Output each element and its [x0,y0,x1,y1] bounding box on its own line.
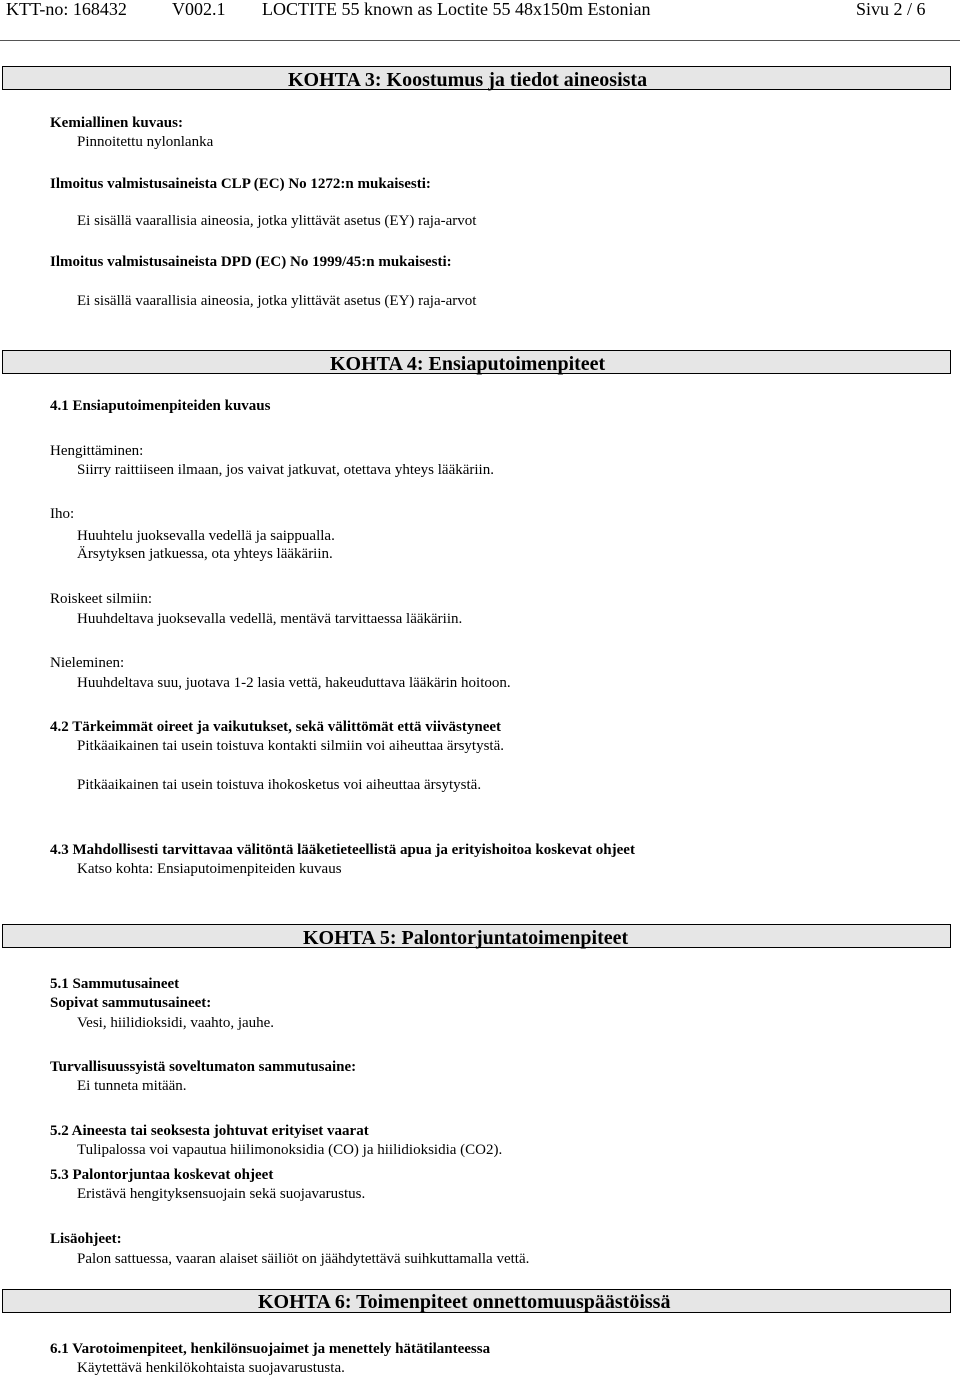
chemical-description-label: Kemiallinen kuvaus: [50,115,183,131]
page-number: Sivu 2 / 6 [856,0,926,19]
special-hazards-heading: 5.2 Aineesta tai seoksesta johtuvat erityiset vaarat [50,1123,369,1139]
personal-precautions-heading: 6.1 Varotoimenpiteet, henkilönsuojaimet ja menettely hätätilanteessa [50,1341,491,1357]
special-hazards-value: Tulipalossa voi vapautua hiilimonoksidia (CO) ja hiilidioksidia (CO2). [77,1142,503,1158]
skin-value-2: Ärsytyksen jatkuessa, ota yhteys lääkäriin. [77,546,333,562]
section-5-title: KOHTA 5: Palontorjuntatoimenpiteet [303,927,629,949]
chemical-description-value: Pinnoitettu nylonlanka [77,134,214,150]
symptoms-value-2: Pitkäaikainen tai usein toistuva ihokosketus voi aiheuttaa ärsytystä. [77,777,482,793]
header-divider [0,40,960,41]
clp-declaration-label: Ilmoitus valmistusaineista CLP (EC) No 1272:n mukaisesti: [50,176,431,192]
ingestion-label: Nieleminen: [50,655,125,671]
personal-precautions-value: Käytettävä henkilökohtaista suojavarustusta. [77,1360,345,1376]
medical-attention-heading: 4.3 Mahdollisesti tarvittavaa välitöntä lääketieteellistä apua ja erityishoitoa koskevat ohjeet [50,842,635,858]
skin-value-1: Huuhtelu juoksevalla vedellä ja saippualla. [77,528,335,544]
extinguishing-media-heading: 5.1 Sammutusaineet [50,976,180,992]
section-4-title: KOHTA 4: Ensiaputoimenpiteet [330,353,606,375]
additional-info-value: Palon sattuessa, vaaran alaiset säiliöt on jäähdytettävä suihkuttamalla vettä. [77,1251,530,1267]
clp-declaration-value: Ei sisällä vaarallisia aineosia, jotka ylittävät asetus (EY) raja-arvot [77,213,477,229]
dpd-declaration-value: Ei sisällä vaarallisia aineosia, jotka ylittävät asetus (EY) raja-arvot [77,293,477,309]
section-6-title: KOHTA 6: Toimenpiteet onnettomuuspäästöissä [258,1291,671,1313]
ingestion-value: Huuhdeltava suu, juotava 1-2 lasia vettä, hakeuduttava lääkärin hoitoon. [77,675,511,691]
inhalation-label: Hengittäminen: [50,443,144,459]
unsuitable-media-value: Ei tunneta mitään. [77,1078,187,1094]
symptoms-heading: 4.2 Tärkeimmät oireet ja vaikutukset, sekä välittömät että viivästyneet [50,719,502,735]
dpd-declaration-label: Ilmoitus valmistusaineista DPD (EC) No 1999/45:n mukaisesti: [50,254,452,270]
section-3-title: KOHTA 3: Koostumus ja tiedot aineosista [288,69,648,91]
product-name: LOCTITE 55 known as Loctite 55 48x150m Estonian [262,0,651,19]
eye-label: Roiskeet silmiin: [50,591,153,607]
eye-value: Huuhdeltava juoksevalla vedellä, mentävä tarvittaessa lääkäriin. [77,611,463,627]
document-id: KTT-no: 168432 [6,0,127,19]
suitable-media-label: Sopivat sammutusaineet: [50,995,212,1011]
unsuitable-media-label: Turvallisuussyistä soveltumaton sammutusaine: [50,1059,357,1075]
firefighter-advice-value: Eristävä hengityksensuojain sekä suojavarustus. [77,1186,366,1202]
firefighter-advice-heading: 5.3 Palontorjuntaa koskevat ohjeet [50,1167,274,1183]
skin-label: Iho: [50,506,75,522]
medical-attention-value: Katso kohta: Ensiaputoimenpiteiden kuvaus [77,861,342,877]
first-aid-description-heading: 4.1 Ensiaputoimenpiteiden kuvaus [50,398,271,414]
suitable-media-value: Vesi, hiilidioksidi, vaahto, jauhe. [77,1015,275,1031]
additional-info-label: Lisäohjeet: [50,1231,122,1247]
inhalation-value: Siirry raittiiseen ilmaan, jos vaivat jatkuvat, otettava yhteys lääkäriin. [77,462,494,478]
symptoms-value-1: Pitkäaikainen tai usein toistuva kontakti silmiin voi aiheuttaa ärsytystä. [77,738,505,754]
document-version: V002.1 [172,0,226,19]
